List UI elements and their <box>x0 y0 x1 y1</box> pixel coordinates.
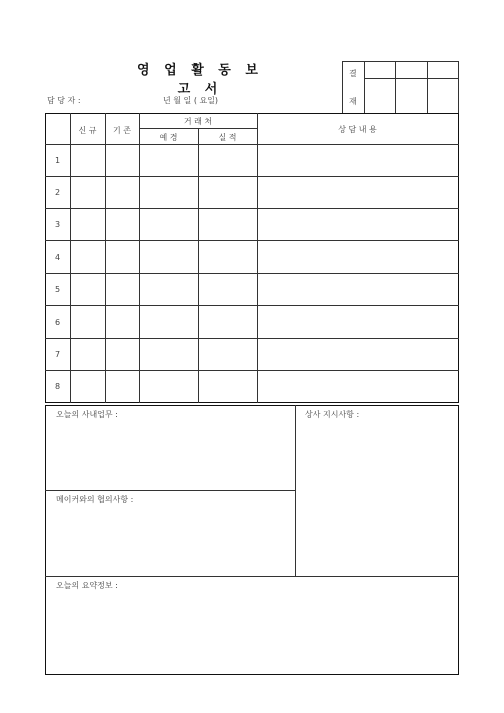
approval-col-2 <box>427 61 428 113</box>
notes-left-border <box>45 405 46 675</box>
col-sep-client <box>257 113 258 403</box>
col-sep-existing <box>139 113 140 403</box>
notes-right-border <box>458 405 459 675</box>
internal-work-label: 오늘의 사내업무 : <box>56 410 118 419</box>
approval-divider <box>364 61 365 113</box>
notes-bottom-border <box>45 674 459 675</box>
row-number: 3 <box>54 220 61 229</box>
table-right-border <box>458 113 459 403</box>
summary-info-label: 오늘의 요약정보 : <box>56 581 118 590</box>
header-new: 신 규 <box>78 126 97 135</box>
row-line-3 <box>45 240 459 241</box>
header-content: 상 담 내 용 <box>338 125 377 134</box>
row-number: 8 <box>54 382 61 391</box>
col-sep-new <box>105 113 106 403</box>
col-sep-client-mid <box>198 128 199 403</box>
table-bottom-border <box>45 402 459 403</box>
row-number: 4 <box>54 253 61 262</box>
notes-top-border <box>45 405 459 406</box>
notes-vertical-divider <box>295 405 296 576</box>
row-line-2 <box>45 208 459 209</box>
approval-label-bottom: 재 <box>349 97 357 106</box>
approval-label-top: 결 <box>349 69 357 78</box>
header-client: 거 래 처 <box>183 117 213 126</box>
row-line-1 <box>45 176 459 177</box>
page-title: 영 업 활 동 보 고 서 <box>137 63 263 97</box>
col-sep-num <box>70 113 71 403</box>
client-subheader-line <box>139 128 257 129</box>
header-forecast: 예 경 <box>159 133 178 142</box>
manager-label: 담 당 자 : <box>47 96 81 105</box>
approval-mid-border <box>364 78 459 79</box>
row-line-7 <box>45 370 459 371</box>
approval-top-border <box>342 61 459 62</box>
table-top-border <box>45 113 459 114</box>
row-number: 5 <box>54 285 61 294</box>
supervisor-label: 상사 지시사항 : <box>305 410 360 419</box>
row-line-5 <box>45 305 459 306</box>
approval-col-1 <box>395 61 396 113</box>
row-line-6 <box>45 338 459 339</box>
header-existing: 기 존 <box>113 126 131 135</box>
row-line-4 <box>45 273 459 274</box>
row-number: 1 <box>54 156 61 165</box>
date-line: 년 월 일 ( 요일) <box>163 96 219 105</box>
approval-right-border <box>458 61 459 113</box>
row-number: 7 <box>54 350 61 359</box>
row-number: 2 <box>54 188 61 197</box>
header-bottom-line <box>45 144 459 145</box>
maker-consult-label: 메이커와의 협의사항 : <box>56 495 134 504</box>
approval-left-border <box>342 61 343 113</box>
notes-summary-divider <box>45 576 459 577</box>
notes-left-divider <box>45 490 295 491</box>
row-number: 6 <box>54 318 61 327</box>
header-actual: 실 적 <box>218 133 237 142</box>
